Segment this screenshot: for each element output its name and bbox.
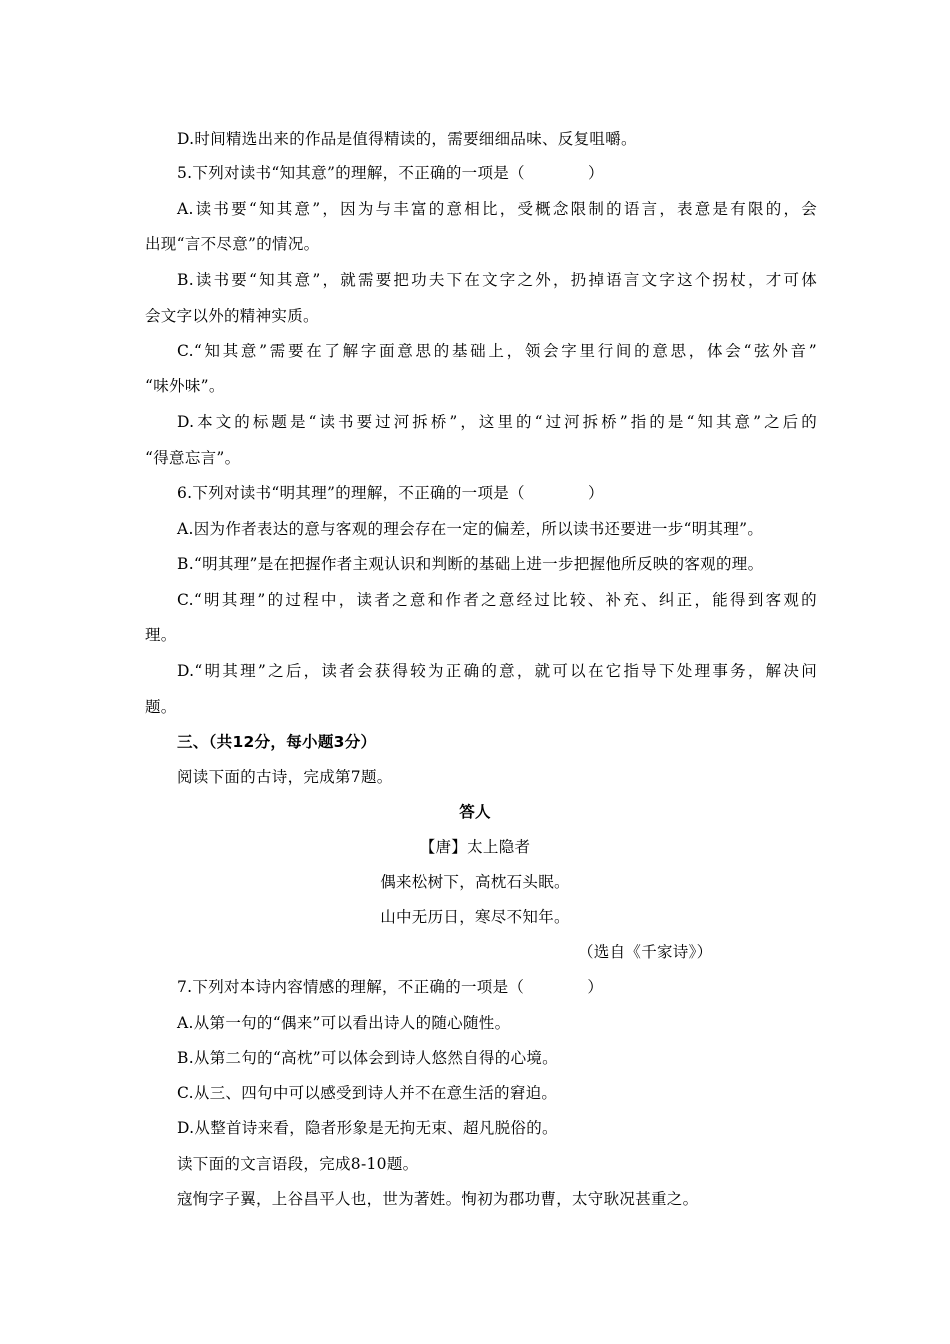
option-5d-line1: D.本文的标题是“读书要过河拆桥”，这里的“过河拆桥”指的是“知其意”之后的	[177, 413, 817, 431]
option-6d-line1: D.“明其理”之后，读者会获得较为正确的意，就可以在它指导下处理事务，解决问	[177, 662, 817, 680]
section-three-heading: 三、（共12分，每小题3分）	[177, 733, 377, 751]
poem-line-1: 偶来松树下，高枕石头眠。	[380, 873, 570, 891]
question-6: 6.下列对读书“明其理”的理解，不正确的一项是（ ）	[177, 484, 604, 502]
option-5c-line2: “味外味”。	[145, 377, 225, 395]
poem-line-2: 山中无历日，寒尽不知年。	[380, 908, 570, 926]
option-7b: B.从第二句的“高枕”可以体会到诗人悠然自得的心境。	[177, 1049, 558, 1067]
option-5d-line2: “得意忘言”。	[145, 449, 241, 467]
option-5c-line1: C.“知其意”需要在了解字面意思的基础上，领会字里行间的意思，体会“弦外音”	[177, 342, 817, 360]
classical-text-line1: 寇恂字子翼，上谷昌平人也，世为著姓。恂初为郡功曹，太守耿况甚重之。	[177, 1190, 699, 1208]
option-7d: D.从整首诗来看，隐者形象是无拘无束、超凡脱俗的。	[177, 1119, 558, 1137]
classical-instruction: 读下面的文言语段，完成8-10题。	[177, 1155, 419, 1173]
option-6b: B.“明其理”是在把握作者主观认识和判断的基础上进一步把握他所反映的客观的理。	[177, 555, 764, 573]
option-5a-line2: 出现“言不尽意”的情况。	[145, 235, 320, 253]
option-6a: A.因为作者表达的意与客观的理会存在一定的偏差，所以读书还要进一步“明其理”。	[177, 520, 764, 538]
option-7c: C.从三、四句中可以感受到诗人并不在意生活的窘迫。	[177, 1084, 558, 1102]
option-6c-line2: 理。	[145, 626, 177, 644]
question-5: 5.下列对读书“知其意”的理解，不正确的一项是（ ）	[177, 164, 604, 182]
option-5b-line2: 会文字以外的精神实质。	[145, 307, 319, 325]
question-7: 7.下列对本诗内容情感的理解，不正确的一项是（ ）	[177, 978, 604, 996]
poem-source: （选自《千家诗》）	[578, 943, 713, 961]
option-4d: D.时间精选出来的作品是值得精读的，需要细细品味、反复咀嚼。	[177, 130, 637, 148]
option-6d-line2: 题。	[145, 698, 177, 716]
poem-instruction: 阅读下面的古诗，完成第7题。	[177, 768, 393, 786]
option-7a: A.从第一句的“偶来”可以看出诗人的随心随性。	[177, 1014, 511, 1032]
option-5b-line1: B.读书要“知其意”，就需要把功夫下在文字之外，扔掉语言文字这个拐杖，才可体	[177, 271, 817, 289]
poem-author: 【唐】太上隐者	[419, 838, 531, 856]
poem-title: 答人	[459, 803, 491, 821]
option-5a-line1: A.读书要“知其意”，因为与丰富的意相比，受概念限制的语言，表意是有限的，会	[177, 200, 817, 218]
option-6c-line1: C.“明其理”的过程中，读者之意和作者之意经过比较、补充、纠正，能得到客观的	[177, 591, 817, 609]
